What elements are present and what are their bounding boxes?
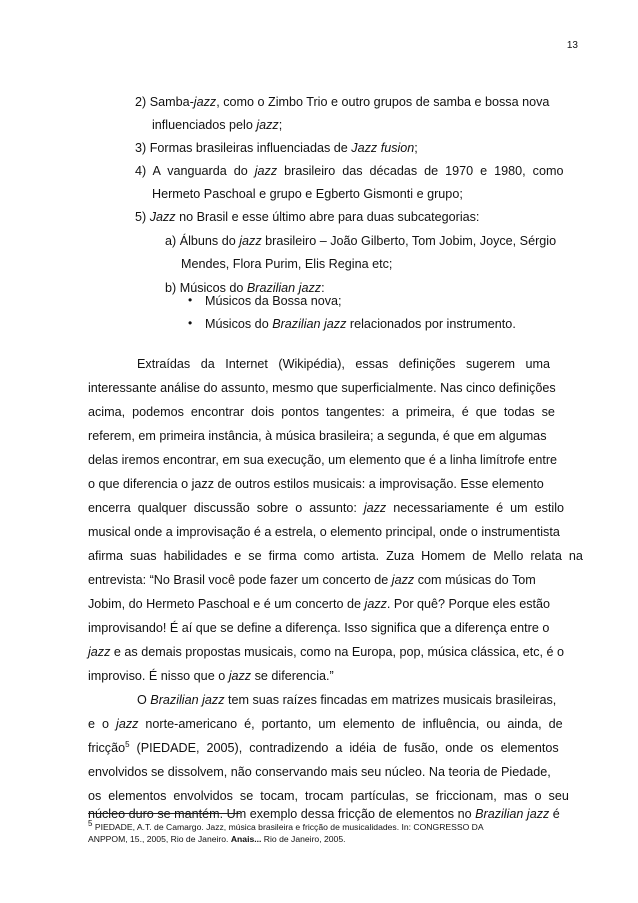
sub-item-a-line-1: a) Álbuns do jazz brasileiro – João Gilberto, Tom Jobim, Joyce, Sérgio — [165, 234, 557, 248]
paragraph-line: núcleo duro se mantém. Um exemplo dessa fricção de elementos no Brazilian jazz é — [88, 807, 560, 821]
paragraph-line: os elementos envolvidos se tocam, trocam partículas, se friccionam, mas o seu — [88, 789, 569, 803]
paragraph-line: referem, em primeira instância, à música brasileira; a segunda, é que em algumas — [88, 429, 547, 443]
footnote-reference: 5 — [125, 739, 130, 749]
bullet-icon: • — [188, 293, 193, 307]
list-item-4-line-1: 4) A vanguarda do jazz brasileiro das décadas de 1970 e 1980, como — [135, 164, 564, 178]
footnote-line-1: $^5$ PIEDADE, A.T. de Camargo. Jazz, música brasileira e fricção de musicalidades. In: CONGRESSO DA — [88, 819, 484, 832]
bullet-item-1: Músicos da Bossa nova; — [205, 294, 342, 308]
paragraph-line: interessante análise do assunto, mesmo que superficialmente. Nas cinco definições — [88, 381, 556, 395]
paragraph-line: delas iremos encontrar, em sua execução, um elemento que é a linha limítrofe entre — [88, 453, 558, 467]
list-item-2-line-1: 2) Samba-jazz, como o Zimbo Trio e outro grupos de samba e bossa nova — [135, 95, 550, 109]
paragraph-line: jazz e as demais propostas musicais, como na Europa, pop, música clássica, etc, é o — [88, 645, 564, 659]
paragraph-line: O Brazilian jazz tem suas raízes fincadas em matrizes musicais brasileiras, — [137, 693, 557, 707]
paragraph-line: encerra qualquer discussão sobre o assunto: jazz necessariamente é um estilo — [88, 501, 565, 515]
sub-item-b: b) Músicos do Brazilian jazz: — [165, 281, 325, 295]
paragraph-line: entrevista: “No Brasil você pode fazer um concerto de jazz com músicas do Tom — [88, 573, 536, 587]
footnote-line-2: ANPPOM, 15., 2005, Rio de Janeiro. Anais... Rio de Janeiro, 2005. — [88, 834, 346, 844]
paragraph-line: improvisando! É aí que se define a diferença. Isso significa que a diferença entre o — [88, 621, 550, 635]
list-item-3: 3) Formas brasileiras influenciadas de Jazz fusion; — [135, 141, 418, 155]
paragraph-line: o que diferencia o jazz de outros estilos musicais: a improvisação. Esse elemento — [88, 477, 544, 491]
paragraph-line: improviso. É nisso que o jazz se diferencia.” — [88, 669, 334, 683]
paragraph-line: musical onde a improvisação é a estrela, o elemento principal, onde o instrumentista — [88, 525, 560, 539]
list-item-4-line-2: Hermeto Paschoal e grupo e Egberto Gismonti e grupo; — [152, 187, 463, 201]
list-item-5: 5) Jazz no Brasil e esse último abre para duas subcategorias: — [135, 210, 480, 224]
bullet-icon: • — [188, 316, 193, 330]
paragraph-line: acima, podemos encontrar dois pontos tangentes: a primeira, é que todas se — [88, 405, 555, 419]
footnote-separator — [88, 813, 240, 814]
paragraph-line: afirma suas habilidades e se firma como artista. Zuza Homem de Mello relata na — [88, 549, 583, 563]
paragraph-line: envolvidos se dissolvem, não conservando mais seu núcleo. Na teoria de Piedade, — [88, 765, 551, 779]
paragraph-line: e o jazz norte-americano é, portanto, um elemento de influência, ou ainda, de — [88, 717, 563, 731]
page-number: 13 — [566, 40, 578, 51]
paragraph-line: Jobim, do Hermeto Paschoal e é um concerto de jazz. Por quê? Porque eles estão — [88, 597, 551, 611]
paragraph-line: Extraídas da Internet (Wikipédia), essas definições sugerem uma — [137, 357, 550, 371]
list-item-2-line-2: influenciados pelo jazz; — [152, 118, 283, 132]
bullet-item-2: Músicos do Brazilian jazz relacionados por instrumento. — [205, 317, 516, 331]
paragraph-line: fricção$^5$ (PIEDADE, 2005), contradizendo a idéia de fusão, onde os elementos — [88, 739, 559, 755]
sub-item-a-line-2: Mendes, Flora Purim, Elis Regina etc; — [181, 257, 393, 271]
